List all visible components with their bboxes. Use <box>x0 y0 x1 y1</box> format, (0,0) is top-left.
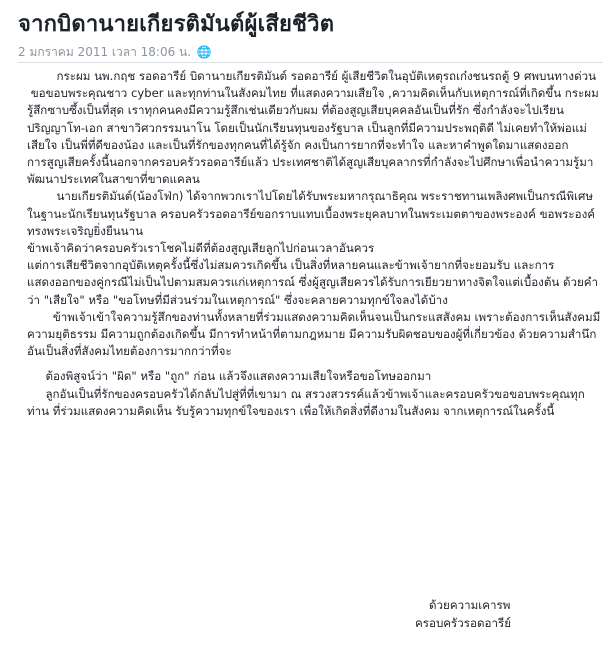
paragraph-7: ข้าพเจ้าเข้าใจความรู้สึกของท่านทั้งหลายที่ร่วมแสดงความคิดเห็นจนเป็นกระแสสังคม เพราะต้องการเห็นสังคมมีความยุติธรรม มีความถูกต้องเกิดขึ้น มีการทำหน้าที่ตามกฎหมาย มีความรับผิดชอบของผู้ที่เกี่ยวข้อง ด้วยความสำนึก อันเป็นสิ่งที่สังคมไทยต้องการมากกว่าที่จะ <box>27 309 601 359</box>
post-timestamp[interactable]: 2 มกราคม 2011 เวลา 18:06 น. <box>18 45 192 59</box>
paragraph-1: กระผม นพ.กฤช รอดอารีย์ บิดานายเกียรติมันต์ รอดอารีย์ ผู้เสียชีวิตในอุบัติเหตุรถเก๋งชนรถตู้ 9 ศพบนทางด่วน <box>27 69 597 83</box>
signature-block <box>415 596 512 632</box>
signature-closing: ด้วยความเคารพ <box>429 598 511 612</box>
paragraph-9: ลูกอันเป็นที่รักของครอบครัวได้กลับไปสู่ที่ที่เขามา ณ สรวงสวรรค์แล้วข้าพเจ้าและครอบครัวขอขอบพระคุณทุกท่าน ที่ร่วมแสดงความคิดเห็น รับรู้ความทุกข์ใจของเรา เพื่อให้เกิดสิ่งที่ดีงามในสังคม จากเหตุการณ์ในครั้งนี้ <box>27 386 585 418</box>
note-title: จากบิดานายเกียรติมันต์ผู้เสียชีวิต <box>18 12 335 37</box>
paragraph-2: ขอขอบพระคุณชาว cyber และทุกท่านในสังคมไทย ที่แสดงความเสียใจ ,ความคิดเห็นกับเหตุการณ์ที่เกิดขึ้น กระผมรู้สึกซาบซึ้งเป็นที่สุด เราทุกคนคงมีความรู้สึกเช่นเดียวกับผม ที่ต้องสูญเสียบุคคลอันเป็นที่รัก ซึ่งกำลังจะไปเรียนปริญญาโท-เอก สาขาวิศวกรรมนาโน โดยเป็นนักเรียนทุนของรัฐบาล เป็นลูกที่มีความประพฤติดี ไม่เคยทำให้พ่อแม่เสียใจ เป็นพี่ที่ดีของน้อง และเป็นที่รักของทุกคนที่ได้รู้จัก คงเป็นการยากที่จะทำใจ และหาคำพูดใดมาแสดงออก <box>27 86 599 152</box>
globe-icon[interactable]: 🌐 <box>196 45 212 59</box>
note-body <box>27 68 601 420</box>
paragraph-3: การสูญเสียครั้งนี้นอกจากครอบครัวรอดอารีย์แล้ว ประเทศชาติได้สูญเสียบุคลากรที่กำลังจะไปศึกษาเพื่อนำความรู้มาพัฒนาประเทศในสาขาที่ขาดแคลน <box>27 155 594 187</box>
paragraph-4: นายเกียรติมันต์(น้องโฟ่ก) ได้จากพวกเราไปโดยได้รับพระมหากรุณาธิคุณ พระราชทานเพลิงศพเป็นกรณีพิเศษในฐานะนักเรียนทุนรัฐบาล ครอบครัวรอดอารีย์ขอกราบแทบเบื้องพระยุคลบาทในพระเมตตาของพระองค์ ขอพระองค์ทรงพระเจริญยิ่งยืนนาน <box>27 189 595 238</box>
paragraph-6: แต่การเสียชีวิตจากอุบัติเหตุครั้งนี้ซึ่งไม่สมควรเกิดขึ้น เป็นสิ่งที่หลายคนและข้าพเจ้ายากที่จะยอมรับ และการแสดงออกของคู่กรณีไม่เป็นไปตามสมควรแก่เหตุการณ์ ซึ่งผู้สูญเสียควรได้รับการเยียวยาทางจิตใจแต่เบื้องต้น ด้วยคำว่า "เสียใจ" หรือ "ขอโทษที่มีส่วนร่วมในเหตุการณ์" ซึ่งจะคลายความทุกข์ใจลงได้บ้าง <box>27 258 599 307</box>
divider <box>18 62 603 63</box>
signature-name: ครอบครัวรอดอารีย์ <box>415 616 512 630</box>
post-meta <box>18 43 212 62</box>
paragraph-5: ข้าพเจ้าคิดว่าครอบครัวเราโชคไม่ดีที่ต้องสูญเสียลูกไปก่อนเวลาอันควร <box>27 241 375 256</box>
paragraph-8: ต้องพิสูจน์ว่า "ผิด" หรือ "ถูก" ก่อน แล้วจึงแสดงความเสียใจหรือขอโทษออกมา <box>27 369 432 384</box>
